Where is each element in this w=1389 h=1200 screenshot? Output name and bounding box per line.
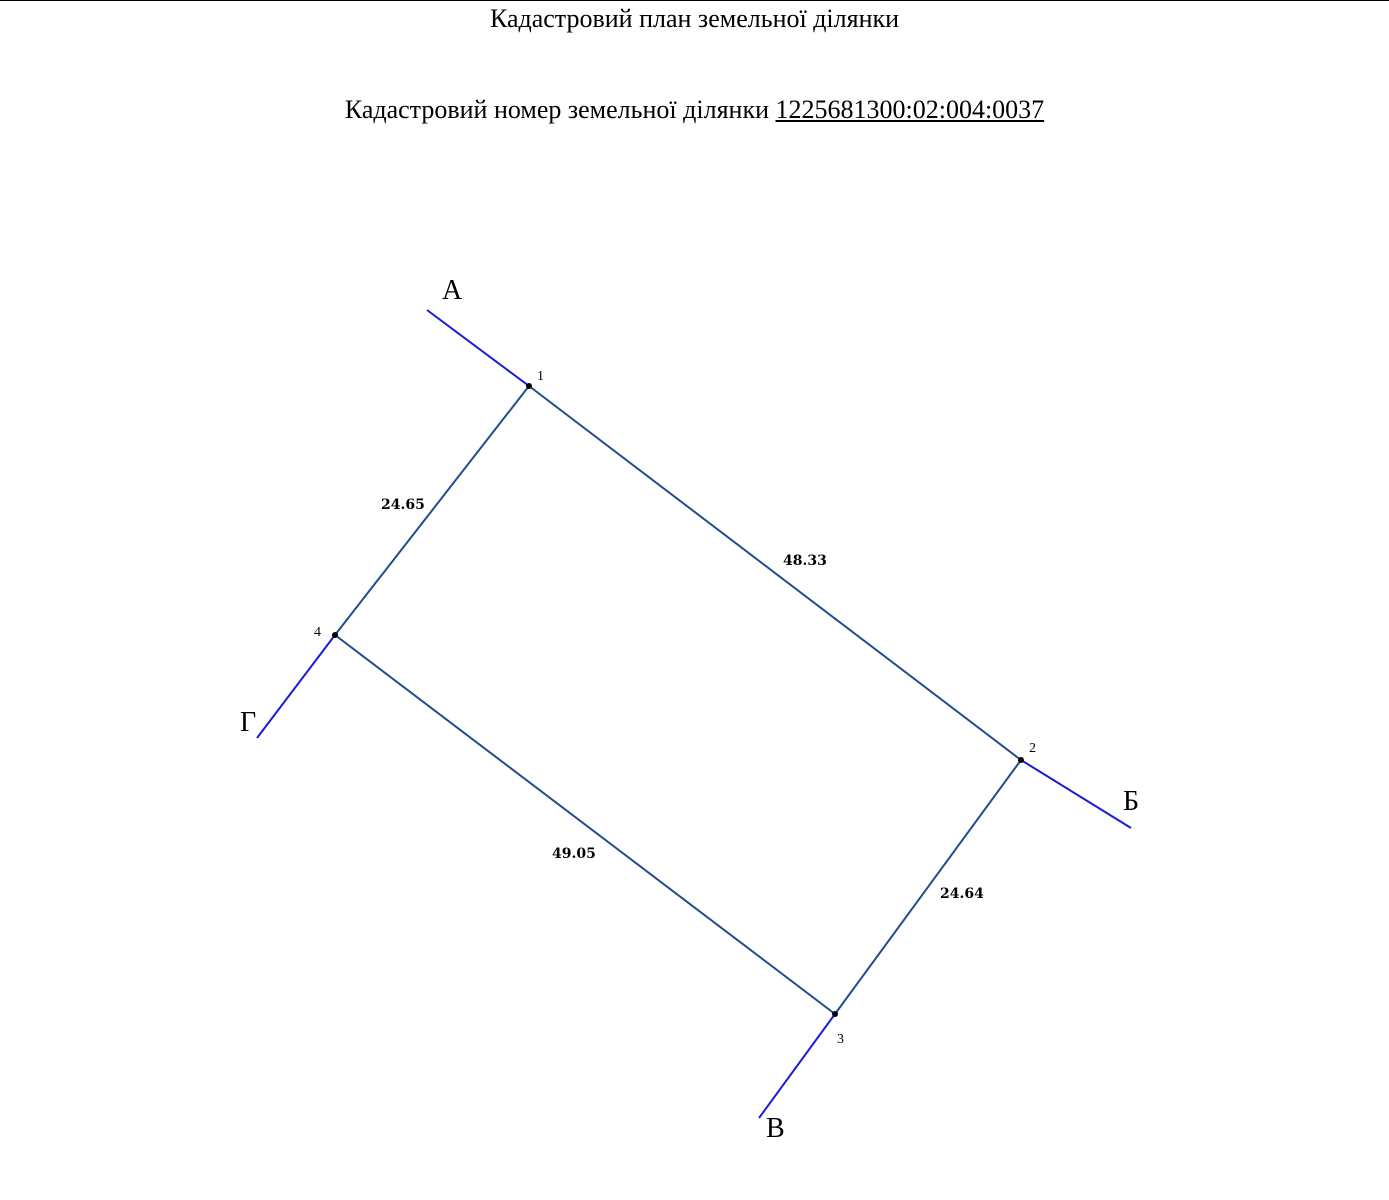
vertex-point-4 xyxy=(332,632,338,638)
boundary-edge-1-2 xyxy=(529,386,1021,760)
vertex-point-3 xyxy=(832,1011,838,1017)
edge-length-1-2: 48.33 xyxy=(783,553,827,569)
neighbor-line-v xyxy=(759,1014,835,1118)
neighbor-line-g xyxy=(257,635,335,738)
boundary-edge-3-4 xyxy=(335,635,835,1014)
neighbor-label-g: Г xyxy=(240,707,257,738)
boundary-edge-2-3 xyxy=(835,760,1021,1014)
cadastral-number-label: Кадастровий номер земельної ділянки xyxy=(344,95,769,124)
neighbor-line-b xyxy=(1021,760,1131,828)
vertex-label-4: 4 xyxy=(314,625,321,640)
vertex-label-2: 2 xyxy=(1029,741,1036,756)
edge-length-2-3: 24.64 xyxy=(940,886,984,902)
edge-length-4-1: 24.65 xyxy=(381,497,425,513)
vertex-label-3: 3 xyxy=(837,1032,844,1047)
neighbor-label-a: А xyxy=(442,275,463,306)
vertex-point-1 xyxy=(526,383,532,389)
neighbor-line-a xyxy=(427,310,529,386)
neighbor-label-v: В xyxy=(766,1113,785,1144)
vertex-label-1: 1 xyxy=(537,369,544,384)
vertex-point-2 xyxy=(1018,757,1024,763)
page-title: Кадастровий план земельної ділянки xyxy=(489,4,900,33)
neighbor-label-b: Б xyxy=(1123,786,1140,817)
cadastral-number-value: 1225681300:02:004:0037 xyxy=(775,95,1045,124)
edge-length-3-4: 49.05 xyxy=(552,846,596,862)
boundary-edge-4-1 xyxy=(335,386,529,635)
